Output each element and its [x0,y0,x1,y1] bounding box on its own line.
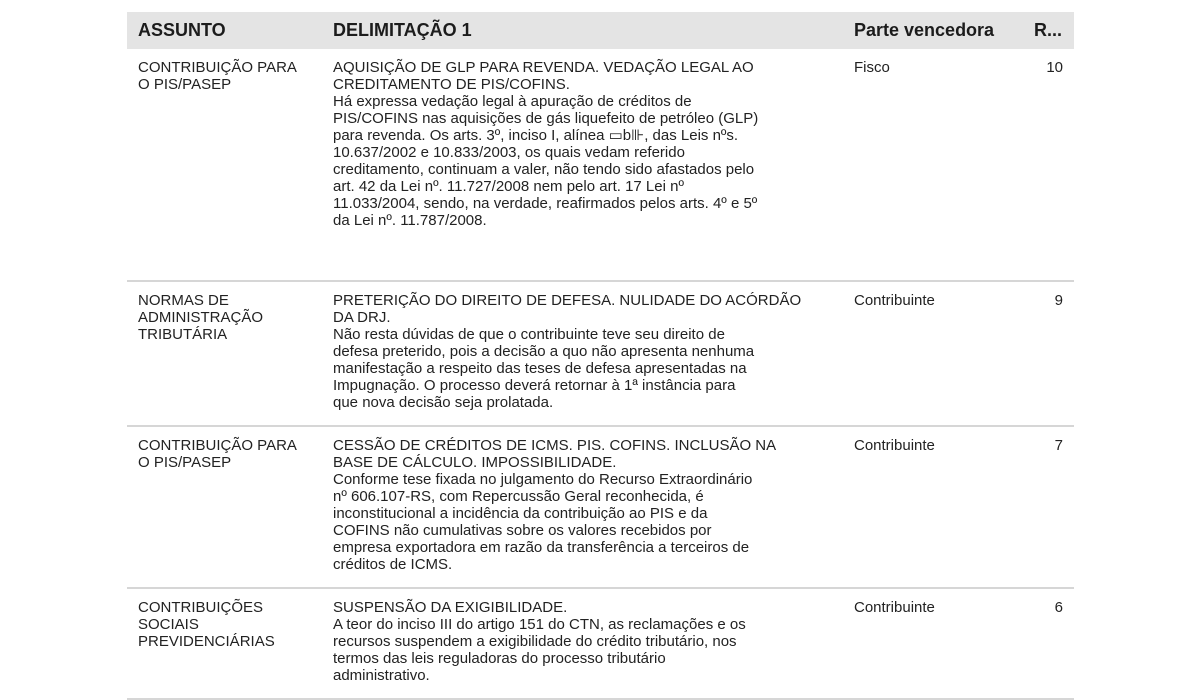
header-delimitacao[interactable]: DELIMITAÇÃO 1 [333,20,472,40]
cell-r: 9 [1054,292,1063,309]
cell-assunto: NORMAS DE ADMINISTRAÇÃO TRIBUTÁRIA [138,292,264,343]
cell-delimitacao: CESSÃO DE CRÉDITOS DE ICMS. PIS. COFINS. INCLUSÃO NA BASE DE CÁLCULO. IMPOSSIBILIDADE. Conforme tese fixada no julgamento do Recurso Extraordinário nº 606.107-RS, com Repercussão Geral reconhecida, é inconstitucional a incidência da contribuição ao PIS e da COFINS não cumulativas sobre os valores recebidos por empresa exportadora em razão da transferência a terceiros de créditos de ICMS. [333,437,777,573]
cell-assunto: CONTRIBUIÇÃO PARA O PIS/PASEP [138,59,297,93]
cell-parte-vencedora: Contribuinte [854,292,935,309]
table-row [127,427,1074,589]
header-assunto[interactable]: ASSUNTO [138,20,226,40]
cell-parte-vencedora: Contribuinte [854,437,935,454]
cell-delimitacao: AQUISIÇÃO DE GLP PARA REVENDA. VEDAÇÃO LEGAL AO CREDITAMENTO DE PIS/COFINS. Há expressa vedação legal à apuração de créditos de PIS/COFINS nas aquisições de gás liquefeito de petróleo (GLP) para revenda. Os arts. 3º, inciso I, alínea ▭b⊪, das Leis nºs. 10.637/2002 e 10.833/2003, os quais vedam referido creditamento, continuam a valer, não tendo sido afastados pelo art. 42 da Lei nº. 11.727/2008 nem pelo art. 17 Lei nº 11.033/2004, sendo, na verdade, reafirmados pelos arts. 4º e 5º da Lei nº. 11.787/2008. [333,59,759,229]
cell-r: 6 [1054,599,1063,616]
cell-parte-vencedora: Contribuinte [854,599,935,616]
cell-delimitacao: PRETERIÇÃO DO DIREITO DE DEFESA. NULIDADE DO ACÓRDÃO DA DRJ. Não resta dúvidas de que o contribuinte teve seu direito de defesa preterido, pois a decisão a quo não apresenta nenhuma manifestação a respeito das teses de defesa apresentadas na Impugnação. O processo deverá retornar à 1ª instância para que nova decisão seja prolatada. [333,292,802,411]
header-r[interactable]: R... [1034,20,1063,40]
cell-delimitacao: SUSPENSÃO DA EXIGIBILIDADE. A teor do inciso III do artigo 151 do CTN, as reclamações e os recursos suspendem a exigibilidade do crédito tributário, nos termos das leis reguladoras do processo tributário administrativo. [333,599,746,684]
table-row [127,589,1074,700]
decisions-table [127,12,1074,700]
table-row [127,49,1074,282]
cell-r: 10 [1046,59,1063,76]
cell-assunto: CONTRIBUIÇÕES SOCIAIS PREVIDENCIÁRIAS [138,599,275,650]
table-row [127,282,1074,427]
table-header [127,12,1074,49]
header-parte-vencedora[interactable]: Parte vencedora [854,20,995,40]
cell-r: 7 [1054,437,1063,454]
cell-assunto: CONTRIBUIÇÃO PARA O PIS/PASEP [138,437,297,471]
cell-parte-vencedora: Fisco [854,59,890,76]
